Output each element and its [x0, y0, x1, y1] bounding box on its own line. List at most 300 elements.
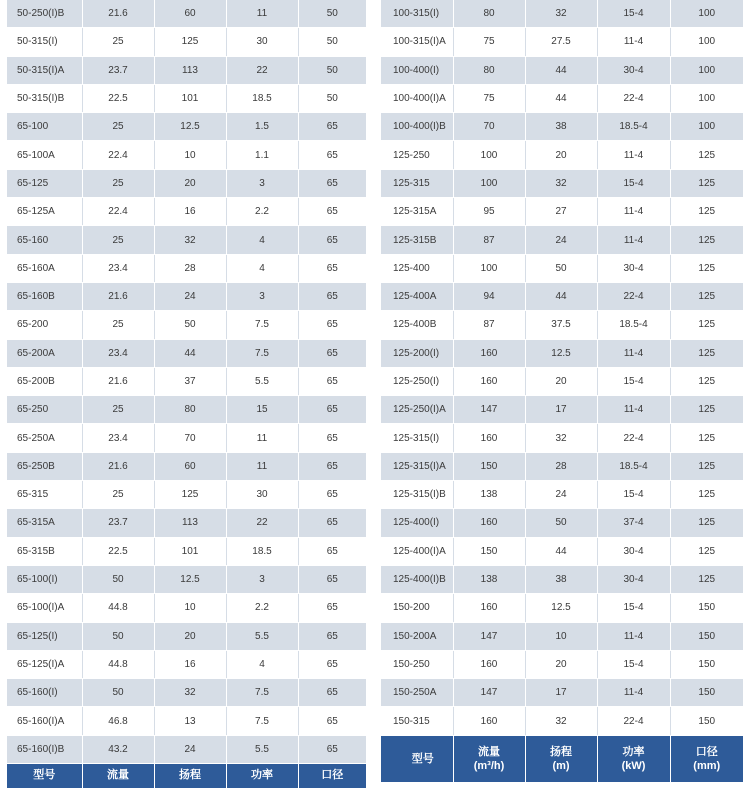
table-row — [381, 141, 743, 169]
cell-power: 30-4 — [597, 56, 670, 84]
cell-flow: 25 — [82, 311, 154, 339]
cell-head: 17 — [525, 396, 597, 424]
cell-model: 125-315(I)B — [381, 481, 453, 509]
cell-power: 18.5 — [226, 84, 298, 112]
cell-flow: 25 — [82, 396, 154, 424]
cell-model: 125-250 — [381, 141, 453, 169]
cell-head: 10 — [154, 141, 226, 169]
cell-diameter: 125 — [670, 509, 743, 537]
cell-head: 44 — [525, 537, 597, 565]
cell-head: 60 — [154, 452, 226, 480]
cell-head: 44 — [154, 339, 226, 367]
cell-flow: 100 — [453, 169, 525, 197]
cell-model: 65-160B — [7, 282, 82, 310]
cell-diameter: 150 — [670, 622, 743, 650]
cell-power: 11-4 — [597, 396, 670, 424]
cell-flow: 25 — [82, 226, 154, 254]
table-row — [381, 565, 743, 593]
cell-flow: 22.5 — [82, 537, 154, 565]
cell-diameter: 65 — [298, 481, 366, 509]
cell-diameter: 150 — [670, 594, 743, 622]
cell-power: 22-4 — [597, 282, 670, 310]
cell-head: 60 — [154, 0, 226, 28]
table-row — [381, 254, 743, 282]
cell-head: 50 — [154, 311, 226, 339]
table-row — [381, 0, 743, 28]
table-row — [381, 424, 743, 452]
cell-head: 24 — [154, 282, 226, 310]
cell-power: 15-4 — [597, 650, 670, 678]
cell-power: 5.5 — [226, 735, 298, 763]
table-row — [7, 735, 366, 763]
cell-model: 65-160A — [7, 254, 82, 282]
cell-model: 125-400B — [381, 311, 453, 339]
cell-flow: 138 — [453, 565, 525, 593]
table-row — [7, 282, 366, 310]
cell-model: 65-100A — [7, 141, 82, 169]
cell-flow: 147 — [453, 622, 525, 650]
cell-diameter: 65 — [298, 311, 366, 339]
cell-head: 10 — [525, 622, 597, 650]
cell-head: 32 — [525, 707, 597, 735]
cell-flow: 80 — [453, 0, 525, 28]
table-row — [381, 84, 743, 112]
cell-flow: 75 — [453, 84, 525, 112]
left-table-header — [7, 764, 366, 789]
cell-power: 11-4 — [597, 339, 670, 367]
cell-model: 65-160(I)B — [7, 735, 82, 763]
cell-model: 125-400(I)B — [381, 565, 453, 593]
table-row — [7, 226, 366, 254]
cell-model: 125-400 — [381, 254, 453, 282]
header-diameter: 口径 — [298, 764, 366, 789]
cell-model: 150-250A — [381, 679, 453, 707]
cell-head: 24 — [525, 481, 597, 509]
right-spec-table — [381, 0, 743, 783]
cell-head: 44 — [525, 84, 597, 112]
table-row — [7, 650, 366, 678]
right-table-header — [381, 735, 743, 782]
cell-head: 28 — [525, 452, 597, 480]
cell-model: 65-125(I)A — [7, 650, 82, 678]
cell-flow: 43.2 — [82, 735, 154, 763]
cell-flow: 23.7 — [82, 56, 154, 84]
cell-model: 50-315(I)A — [7, 56, 82, 84]
cell-head: 32 — [525, 169, 597, 197]
table-row — [381, 367, 743, 395]
table-row — [7, 141, 366, 169]
cell-power: 11 — [226, 0, 298, 28]
cell-diameter: 65 — [298, 113, 366, 141]
table-row — [7, 28, 366, 56]
table-row — [381, 396, 743, 424]
cell-flow: 87 — [453, 311, 525, 339]
header-model: 型号 — [7, 764, 82, 789]
table-row — [381, 452, 743, 480]
table-row — [381, 481, 743, 509]
cell-head: 20 — [154, 169, 226, 197]
cell-power: 18.5-4 — [597, 311, 670, 339]
cell-power: 3 — [226, 282, 298, 310]
cell-model: 50-250(I)B — [7, 0, 82, 28]
cell-flow: 23.4 — [82, 424, 154, 452]
cell-model: 125-400A — [381, 282, 453, 310]
cell-model: 65-100 — [7, 113, 82, 141]
cell-flow: 80 — [453, 56, 525, 84]
right-spec-table-panel — [381, 0, 743, 783]
cell-head: 13 — [154, 707, 226, 735]
cell-diameter: 125 — [670, 565, 743, 593]
table-row — [7, 509, 366, 537]
cell-head: 27 — [525, 198, 597, 226]
cell-head: 20 — [525, 367, 597, 395]
cell-power: 15-4 — [597, 481, 670, 509]
cell-diameter: 150 — [670, 707, 743, 735]
cell-power: 15-4 — [597, 169, 670, 197]
cell-flow: 138 — [453, 481, 525, 509]
cell-flow: 70 — [453, 113, 525, 141]
cell-power: 11-4 — [597, 28, 670, 56]
cell-diameter: 100 — [670, 56, 743, 84]
cell-model: 100-315(I) — [381, 0, 453, 28]
cell-power: 30-4 — [597, 565, 670, 593]
cell-model: 125-400(I)A — [381, 537, 453, 565]
cell-head: 12.5 — [154, 565, 226, 593]
cell-flow: 46.8 — [82, 707, 154, 735]
cell-diameter: 65 — [298, 452, 366, 480]
cell-head: 20 — [525, 141, 597, 169]
cell-power: 22-4 — [597, 707, 670, 735]
table-row — [381, 28, 743, 56]
table-row — [7, 707, 366, 735]
cell-model: 125-250(I) — [381, 367, 453, 395]
cell-diameter: 65 — [298, 282, 366, 310]
cell-model: 50-315(I) — [7, 28, 82, 56]
cell-flow: 160 — [453, 367, 525, 395]
table-row — [7, 0, 366, 28]
cell-power: 7.5 — [226, 311, 298, 339]
cell-flow: 100 — [453, 141, 525, 169]
table-row — [7, 452, 366, 480]
cell-model: 65-100(I)A — [7, 594, 82, 622]
table-row — [7, 679, 366, 707]
table-row — [381, 679, 743, 707]
cell-diameter: 50 — [298, 28, 366, 56]
cell-head: 44 — [525, 282, 597, 310]
cell-model: 65-315 — [7, 481, 82, 509]
cell-head: 16 — [154, 650, 226, 678]
cell-flow: 22.5 — [82, 84, 154, 112]
cell-diameter: 65 — [298, 509, 366, 537]
cell-diameter: 100 — [670, 28, 743, 56]
cell-flow: 25 — [82, 28, 154, 56]
cell-head: 32 — [154, 226, 226, 254]
table-row — [381, 622, 743, 650]
cell-head: 37 — [154, 367, 226, 395]
cell-power: 15-4 — [597, 0, 670, 28]
cell-power: 18.5-4 — [597, 452, 670, 480]
table-row — [381, 707, 743, 735]
cell-flow: 160 — [453, 594, 525, 622]
cell-head: 12.5 — [525, 339, 597, 367]
cell-diameter: 125 — [670, 282, 743, 310]
cell-model: 65-250A — [7, 424, 82, 452]
cell-model: 150-250 — [381, 650, 453, 678]
cell-head: 113 — [154, 509, 226, 537]
cell-power: 3 — [226, 169, 298, 197]
cell-power: 30 — [226, 28, 298, 56]
header-flow: 流量 — [82, 764, 154, 789]
cell-diameter: 50 — [298, 84, 366, 112]
cell-head: 101 — [154, 537, 226, 565]
cell-power: 22-4 — [597, 424, 670, 452]
cell-head: 125 — [154, 28, 226, 56]
table-row — [7, 339, 366, 367]
cell-diameter: 50 — [298, 56, 366, 84]
right-table-body — [381, 0, 743, 735]
cell-diameter: 65 — [298, 339, 366, 367]
cell-flow: 160 — [453, 650, 525, 678]
cell-diameter: 65 — [298, 594, 366, 622]
cell-power: 30-4 — [597, 254, 670, 282]
cell-diameter: 125 — [670, 254, 743, 282]
cell-diameter: 65 — [298, 679, 366, 707]
cell-diameter: 100 — [670, 113, 743, 141]
header-diameter: 口径 (mm) — [670, 735, 743, 782]
cell-model: 65-160(I)A — [7, 707, 82, 735]
cell-diameter: 125 — [670, 141, 743, 169]
cell-model: 65-315A — [7, 509, 82, 537]
cell-model: 100-400(I)A — [381, 84, 453, 112]
cell-model: 125-315B — [381, 226, 453, 254]
cell-flow: 25 — [82, 481, 154, 509]
cell-flow: 21.6 — [82, 0, 154, 28]
left-header-row — [7, 764, 366, 789]
cell-power: 11-4 — [597, 141, 670, 169]
right-header-row — [381, 735, 743, 782]
cell-power: 15 — [226, 396, 298, 424]
cell-head: 101 — [154, 84, 226, 112]
cell-model: 100-315(I)A — [381, 28, 453, 56]
header-head: 扬程 (m) — [525, 735, 597, 782]
cell-power: 30 — [226, 481, 298, 509]
cell-diameter: 65 — [298, 141, 366, 169]
cell-head: 50 — [525, 509, 597, 537]
cell-power: 5.5 — [226, 622, 298, 650]
cell-head: 20 — [154, 622, 226, 650]
cell-diameter: 65 — [298, 424, 366, 452]
cell-flow: 22.4 — [82, 141, 154, 169]
cell-model: 150-200A — [381, 622, 453, 650]
cell-diameter: 125 — [670, 452, 743, 480]
cell-power: 11 — [226, 424, 298, 452]
cell-model: 150-315 — [381, 707, 453, 735]
cell-power: 18.5 — [226, 537, 298, 565]
cell-head: 80 — [154, 396, 226, 424]
cell-diameter: 125 — [670, 537, 743, 565]
table-row — [381, 339, 743, 367]
cell-head: 12.5 — [525, 594, 597, 622]
table-row — [381, 509, 743, 537]
cell-head: 17 — [525, 679, 597, 707]
table-row — [7, 481, 366, 509]
cell-model: 65-160(I) — [7, 679, 82, 707]
table-row — [7, 169, 366, 197]
cell-model: 65-125 — [7, 169, 82, 197]
cell-flow: 160 — [453, 509, 525, 537]
table-row — [7, 565, 366, 593]
cell-head: 125 — [154, 481, 226, 509]
cell-model: 65-125A — [7, 198, 82, 226]
cell-power: 11-4 — [597, 226, 670, 254]
cell-diameter: 125 — [670, 396, 743, 424]
cell-diameter: 125 — [670, 311, 743, 339]
cell-flow: 25 — [82, 169, 154, 197]
left-table-body — [7, 0, 366, 764]
left-spec-table-panel — [7, 0, 366, 789]
cell-flow: 23.4 — [82, 339, 154, 367]
cell-flow: 50 — [82, 679, 154, 707]
cell-model: 125-315(I)A — [381, 452, 453, 480]
cell-model: 65-125(I) — [7, 622, 82, 650]
cell-power: 4 — [226, 254, 298, 282]
cell-diameter: 50 — [298, 0, 366, 28]
cell-model: 150-200 — [381, 594, 453, 622]
cell-flow: 147 — [453, 679, 525, 707]
cell-power: 22 — [226, 509, 298, 537]
table-row — [7, 594, 366, 622]
cell-power: 2.2 — [226, 594, 298, 622]
cell-head: 37.5 — [525, 311, 597, 339]
cell-power: 4 — [226, 226, 298, 254]
table-row — [381, 594, 743, 622]
table-row — [7, 198, 366, 226]
table-row — [381, 113, 743, 141]
cell-flow: 87 — [453, 226, 525, 254]
cell-flow: 44.8 — [82, 594, 154, 622]
cell-model: 125-315 — [381, 169, 453, 197]
cell-head: 24 — [154, 735, 226, 763]
table-row — [7, 84, 366, 112]
cell-power: 37-4 — [597, 509, 670, 537]
cell-head: 113 — [154, 56, 226, 84]
table-row — [7, 311, 366, 339]
table-row — [7, 254, 366, 282]
cell-power: 4 — [226, 650, 298, 678]
table-row — [7, 396, 366, 424]
cell-model: 100-400(I) — [381, 56, 453, 84]
cell-flow: 160 — [453, 424, 525, 452]
cell-head: 50 — [525, 254, 597, 282]
cell-power: 2.2 — [226, 198, 298, 226]
cell-diameter: 125 — [670, 424, 743, 452]
cell-flow: 160 — [453, 339, 525, 367]
header-flow: 流量 (m³/h) — [453, 735, 525, 782]
table-row — [7, 537, 366, 565]
cell-power: 15-4 — [597, 594, 670, 622]
cell-model: 125-200(I) — [381, 339, 453, 367]
table-row — [7, 622, 366, 650]
cell-flow: 147 — [453, 396, 525, 424]
cell-flow: 23.7 — [82, 509, 154, 537]
cell-power: 7.5 — [226, 679, 298, 707]
cell-diameter: 65 — [298, 396, 366, 424]
cell-head: 38 — [525, 113, 597, 141]
cell-power: 1.5 — [226, 113, 298, 141]
cell-diameter: 125 — [670, 169, 743, 197]
cell-head: 10 — [154, 594, 226, 622]
table-row — [381, 56, 743, 84]
cell-diameter: 65 — [298, 254, 366, 282]
cell-flow: 50 — [82, 565, 154, 593]
cell-model: 125-315A — [381, 198, 453, 226]
cell-diameter: 65 — [298, 707, 366, 735]
cell-flow: 21.6 — [82, 367, 154, 395]
cell-power: 3 — [226, 565, 298, 593]
cell-head: 32 — [525, 0, 597, 28]
cell-head: 70 — [154, 424, 226, 452]
header-power: 功率 — [226, 764, 298, 789]
cell-head: 24 — [525, 226, 597, 254]
cell-flow: 50 — [82, 622, 154, 650]
cell-head: 32 — [525, 424, 597, 452]
cell-flow: 100 — [453, 254, 525, 282]
cell-diameter: 65 — [298, 226, 366, 254]
cell-diameter: 65 — [298, 198, 366, 226]
cell-flow: 150 — [453, 537, 525, 565]
cell-head: 44 — [525, 56, 597, 84]
cell-power: 7.5 — [226, 707, 298, 735]
left-spec-table — [7, 0, 366, 789]
table-row — [381, 226, 743, 254]
cell-power: 5.5 — [226, 367, 298, 395]
cell-diameter: 65 — [298, 622, 366, 650]
cell-power: 30-4 — [597, 537, 670, 565]
table-row — [7, 424, 366, 452]
cell-diameter: 125 — [670, 367, 743, 395]
cell-model: 125-315(I) — [381, 424, 453, 452]
cell-head: 27.5 — [525, 28, 597, 56]
table-row — [7, 367, 366, 395]
cell-model: 65-160 — [7, 226, 82, 254]
cell-flow: 23.4 — [82, 254, 154, 282]
cell-head: 16 — [154, 198, 226, 226]
cell-diameter: 65 — [298, 565, 366, 593]
table-row — [381, 537, 743, 565]
table-row — [381, 198, 743, 226]
cell-diameter: 125 — [670, 481, 743, 509]
cell-flow: 150 — [453, 452, 525, 480]
header-model: 型号 — [381, 735, 453, 782]
cell-head: 20 — [525, 650, 597, 678]
cell-power: 1.1 — [226, 141, 298, 169]
header-power: 功率 (kW) — [597, 735, 670, 782]
table-row — [381, 282, 743, 310]
cell-flow: 21.6 — [82, 452, 154, 480]
cell-flow: 21.6 — [82, 282, 154, 310]
cell-power: 11-4 — [597, 679, 670, 707]
cell-model: 65-315B — [7, 537, 82, 565]
cell-diameter: 65 — [298, 650, 366, 678]
cell-power: 18.5-4 — [597, 113, 670, 141]
cell-power: 11-4 — [597, 622, 670, 650]
cell-diameter: 125 — [670, 198, 743, 226]
cell-diameter: 150 — [670, 650, 743, 678]
cell-power: 22-4 — [597, 84, 670, 112]
cell-head: 28 — [154, 254, 226, 282]
cell-diameter: 65 — [298, 367, 366, 395]
cell-power: 15-4 — [597, 367, 670, 395]
